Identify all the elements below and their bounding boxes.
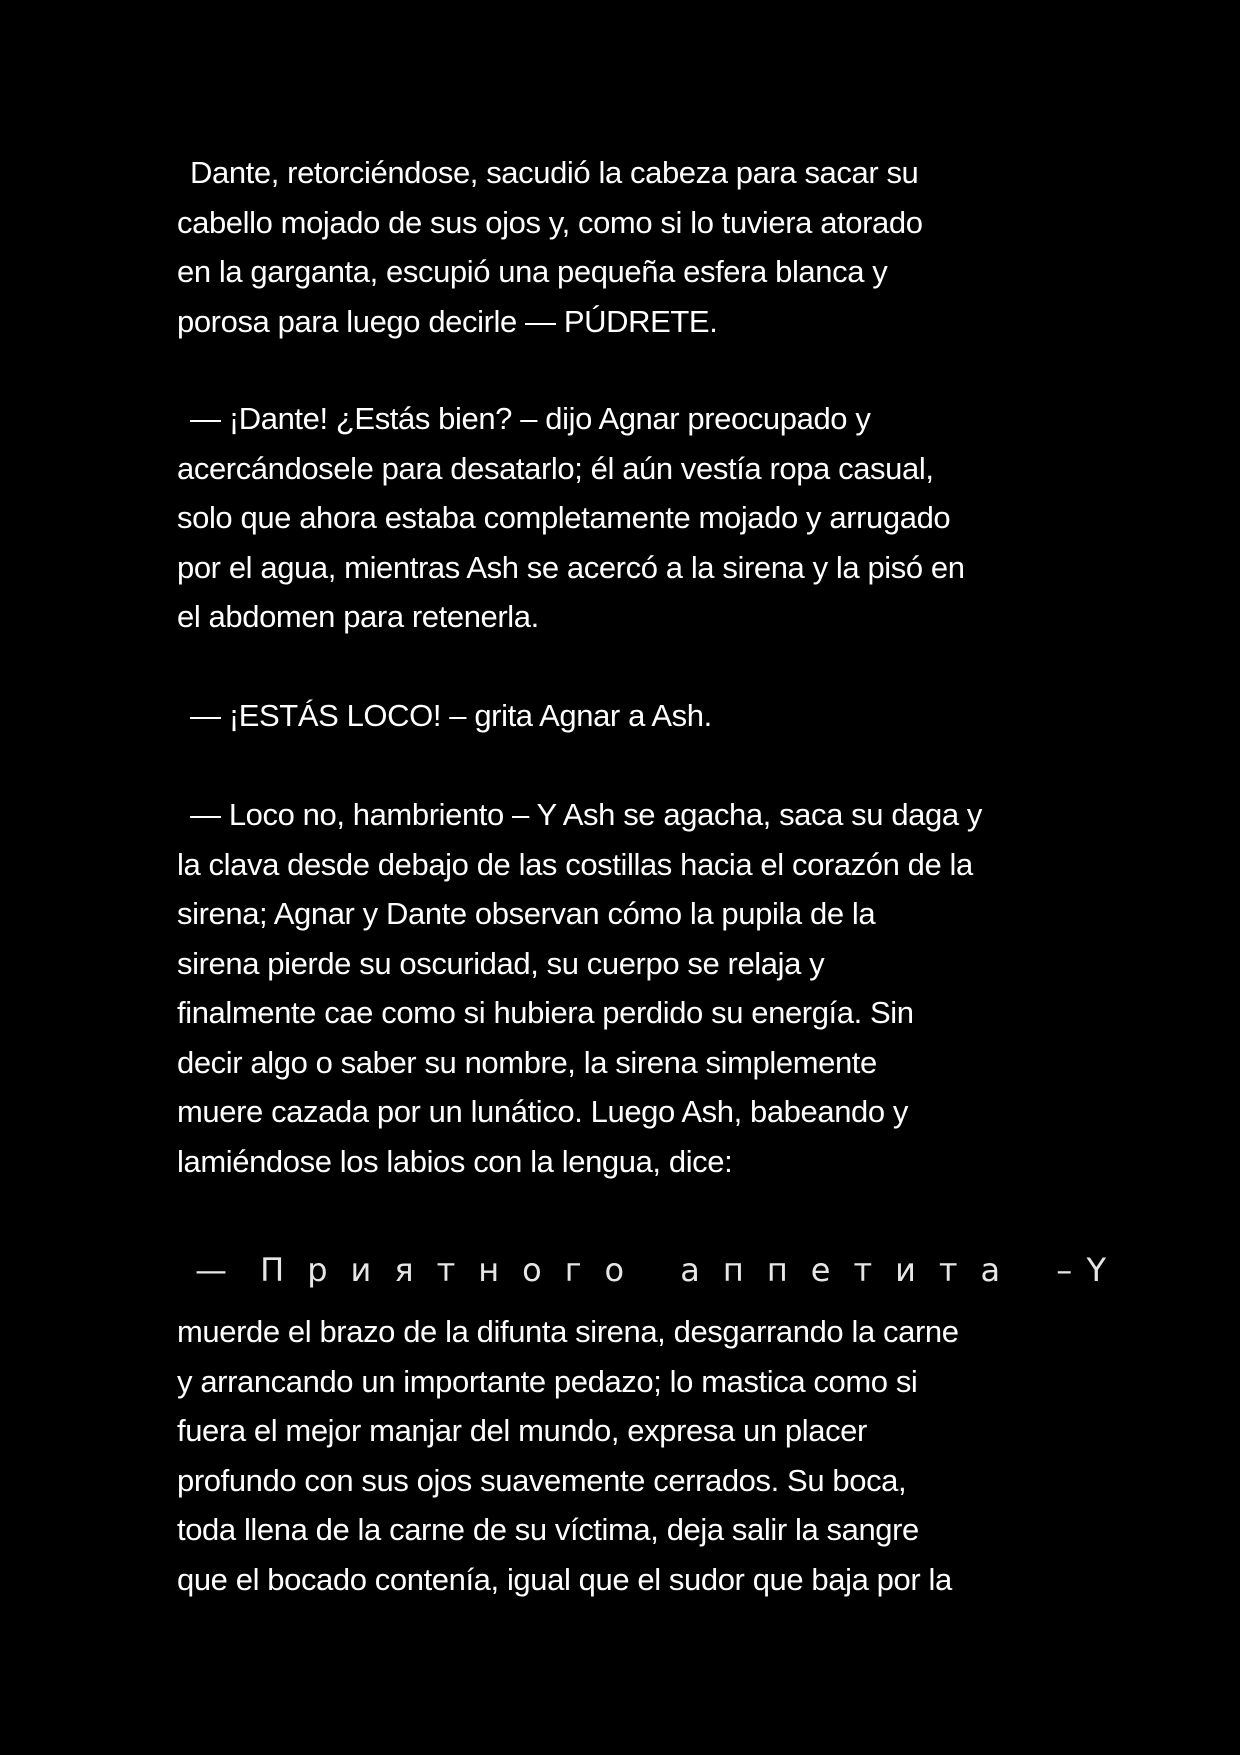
text-line: profundo con sus ojos suavemente cerrados. Su boca, <box>177 1462 907 1498</box>
text-line: decir algo o saber su nombre, la sirena simplemente <box>177 1044 877 1080</box>
paragraph-3 <box>177 691 1077 741</box>
russian-phrase: Приятного аппетита <box>260 1251 1024 1289</box>
text-line: Dante, retorciéndose, sacudió la cabeza para sacar su <box>190 155 919 190</box>
text-line: en la garganta, escupió una pequeña esfera blanca y <box>177 254 888 289</box>
paragraph-4 <box>177 790 1077 1186</box>
text-line: muerde el brazo de la difunta sirena, desgarrando la carne <box>177 1314 959 1349</box>
text-line: porosa para luego decirle — PÚDRETE. <box>177 303 718 339</box>
text-line: la clava desde debajo de las costillas hacia el corazón de la <box>177 846 973 882</box>
text-line: — ¡Dante! ¿Estás bien? – dijo Agnar preocupado y <box>190 401 871 436</box>
text-line: y arrancando un importante pedazo; lo mastica como si <box>177 1363 918 1399</box>
text-line: el abdomen para retenerla. <box>177 599 539 634</box>
text-line: por el agua, mientras Ash se acercó a la sirena y la pisó en <box>177 549 965 585</box>
text-line: acercándosele para desatarlo; él aún vestía ropa casual, <box>177 450 934 486</box>
text-line: solo que ahora estaba completamente mojado y arrugado <box>177 500 951 535</box>
text-line: — Loco no, hambriento – Y Ash se agacha, saca su daga y <box>190 797 983 832</box>
text-line: finalmente cae como si hubiera perdido su energía. Sin <box>177 995 914 1030</box>
text-line: sirena pierde su oscuridad, su cuerpo se relaja y <box>177 945 825 981</box>
russian-dash: — <box>195 1251 227 1289</box>
paragraph-2 <box>177 394 1077 642</box>
text-line: muere cazada por un lunático. Luego Ash, babeando y <box>177 1094 909 1129</box>
text-line: lamiéndose los labios con la lengua, dice: <box>177 1143 733 1179</box>
text-line: fuera el mejor manjar del mundo, expresa un placer <box>177 1413 867 1448</box>
text-line: cabello mojado de sus ojos y, como si lo tuviera atorado <box>177 204 923 240</box>
text-line: toda llena de la carne de su víctima, deja salir la sangre <box>177 1512 919 1547</box>
paragraph-1 <box>177 148 1077 346</box>
russian-phrase-line <box>195 1245 1109 1295</box>
russian-tail: – Y <box>1056 1251 1109 1289</box>
paragraph-5 <box>177 1307 1077 1604</box>
text-line: que el bocado contenía, igual que el sudor que baja por la <box>177 1561 952 1597</box>
text-line: sirena; Agnar y Dante observan cómo la pupila de la <box>177 896 876 931</box>
text-line: — ¡ESTÁS LOCO! – grita Agnar a Ash. <box>190 698 712 733</box>
